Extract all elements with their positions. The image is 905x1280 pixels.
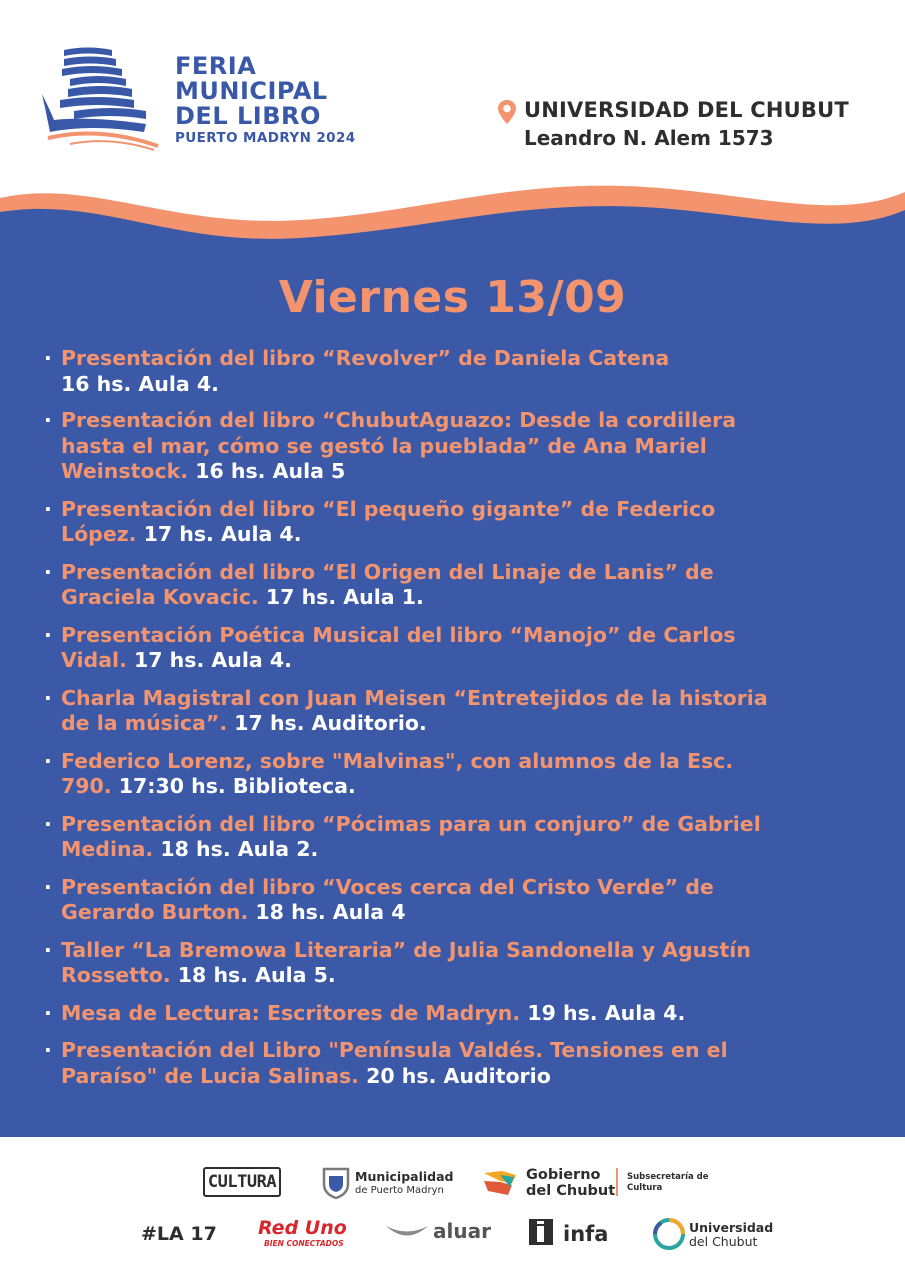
aluar-swoosh-icon	[384, 1223, 430, 1243]
event-time-room: 18 hs. Aula 2.	[160, 837, 319, 861]
event-title: Presentación del libro “Voces cerca del Cristo Verde” de Gerardo Burton.	[61, 874, 714, 924]
event-time-room: 16 hs. Aula 5	[195, 459, 346, 483]
event-item	[44, 875, 784, 926]
event-item	[44, 623, 784, 674]
bullet-icon: ·	[44, 1038, 52, 1062]
udc-circle-icon	[652, 1217, 686, 1251]
event-item	[44, 749, 784, 800]
aluar-logo-text: aluar	[433, 1219, 491, 1243]
fair-logo-text	[175, 54, 356, 147]
logo-line-feria: FERIA	[175, 52, 257, 80]
infa-logo-text: infa	[563, 1222, 609, 1246]
event-title: Mesa de Lectura: Escritores de Madryn.	[61, 1000, 521, 1025]
event-time-room: 17 hs. Aula 1.	[265, 585, 424, 609]
event-title: Presentación del libro “El Origen del Linaje de Lanis” de Graciela Kovacic.	[61, 559, 714, 609]
ship-book-logo-icon	[40, 46, 160, 152]
gobierno-line-1: Gobierno	[526, 1167, 601, 1183]
event-item	[44, 408, 784, 485]
gobierno-line-2: del Chubut	[526, 1183, 616, 1199]
bullet-icon: ·	[44, 408, 52, 432]
bullet-icon: ·	[44, 346, 52, 370]
event-title: Presentación del libro “Pócimas para un conjuro” de Gabriel Medina.	[61, 811, 761, 861]
la17-text: #LA 17	[141, 1223, 217, 1245]
bullet-icon: ·	[44, 559, 52, 584]
logo-line-del-libro: DEL LIBRO	[175, 102, 321, 130]
event-title: Presentación del Libro "Península Valdés. Tensiones en el Paraíso" de Lucia Salinas.	[61, 1038, 728, 1088]
subsecretaria-logo-text	[627, 1172, 709, 1194]
subsecretaria-line-1: Subsecretaría de	[627, 1172, 709, 1182]
cultura-text: CULTURA	[207, 1172, 277, 1192]
event-item	[44, 560, 784, 611]
venue-address: Leandro N. Alem 1573	[524, 126, 774, 150]
municipalidad-logo-text	[355, 1170, 454, 1198]
event-item	[44, 812, 784, 863]
event-time-room: 17 hs. Auditorio.	[234, 711, 427, 735]
udc-line-1: Universidad	[689, 1220, 774, 1235]
event-item	[44, 1038, 784, 1089]
la17-logo	[141, 1221, 217, 1248]
subsecretaria-line-2: Cultura	[627, 1183, 663, 1193]
day-title: Viernes 13/09	[278, 272, 627, 323]
event-item	[44, 938, 784, 989]
shield-crest-icon	[321, 1166, 351, 1200]
event-time-room: 16 hs. Aula 4.	[61, 371, 219, 396]
gobierno-chubut-logo-text	[526, 1167, 615, 1199]
udc-logo-text	[689, 1221, 773, 1249]
reduno-text: Red Uno	[258, 1217, 347, 1239]
bullet-icon: ·	[44, 685, 52, 710]
event-title: Presentación del libro “Revolver” de Daniela Catena	[61, 346, 670, 370]
cultura-logo	[203, 1167, 281, 1197]
location-pin-icon	[497, 99, 517, 125]
event-time-room: 20 hs. Auditorio	[366, 1063, 551, 1088]
municipalidad-line-1: Municipalidad	[355, 1169, 454, 1184]
events-list	[44, 346, 784, 1089]
event-time-room: 17 hs. Aula 4.	[134, 648, 292, 672]
reduno-logo	[258, 1217, 347, 1248]
event-title: Presentación del libro “ChubutAguazo: Desde la cordillera hasta el mar, cómo se gestó la pueblada” de Ana Mariel Weinstock.	[61, 408, 737, 483]
reduno-tagline: BIEN CONECTADOS	[264, 1239, 344, 1248]
bullet-icon: ·	[44, 1000, 52, 1025]
event-item	[44, 1001, 784, 1027]
event-item	[44, 346, 784, 397]
event-time-room: 18 hs. Aula 5.	[177, 963, 336, 987]
sponsors-strip	[0, 1137, 905, 1280]
event-title: Presentación Poética Musical del libro “Manojo” de Carlos Vidal.	[61, 622, 736, 672]
event-item	[44, 686, 784, 737]
bullet-icon: ·	[44, 937, 52, 962]
divider	[616, 1168, 618, 1196]
venue-name: UNIVERSIDAD DEL CHUBUT	[524, 98, 849, 122]
event-title: Taller “La Bremowa Literaria” de Julia Sandonella y Agustín Rossetto.	[61, 937, 751, 987]
event-item	[44, 497, 784, 548]
bullet-icon: ·	[44, 622, 52, 647]
event-time-room: 17 hs. Aula 4.	[143, 522, 302, 546]
logo-line-city-year: PUERTO MADRYN 2024	[175, 130, 356, 146]
municipalidad-line-2: de Puerto Madryn	[355, 1185, 444, 1196]
logo-line-municipal: MUNICIPAL	[175, 77, 328, 105]
event-title: Federico Lorenz, sobre "Malvinas", con alumnos de la Esc. 790.	[61, 748, 734, 798]
bullet-icon: ·	[44, 811, 52, 836]
bullet-icon: ·	[44, 496, 52, 521]
bullet-icon: ·	[44, 748, 52, 773]
event-title: Presentación del libro “El pequeño gigante” de Federico López.	[61, 496, 716, 546]
bullet-icon: ·	[44, 874, 52, 899]
event-time-room: 18 hs. Aula 4	[255, 900, 406, 924]
event-title: Charla Magistral con Juan Meisen “Entretejidos de la historia de la música”.	[61, 685, 768, 735]
chubut-map-icon	[482, 1169, 518, 1197]
infa-i-icon	[527, 1217, 555, 1247]
event-time-room: 19 hs. Aula 4.	[527, 1000, 686, 1025]
event-time-room: 17:30 hs. Biblioteca.	[118, 774, 356, 798]
udc-line-2: del Chubut	[689, 1234, 758, 1249]
